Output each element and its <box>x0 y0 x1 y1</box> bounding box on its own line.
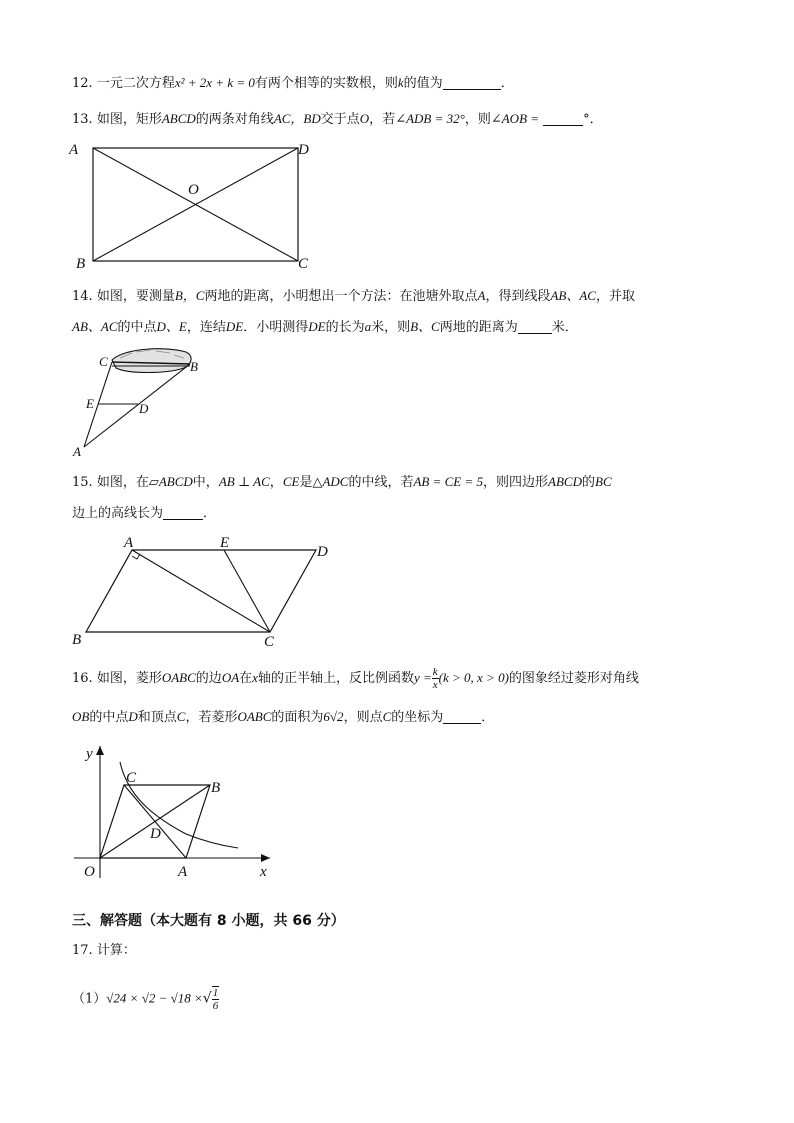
label-y: y <box>86 746 93 762</box>
answer-blank[interactable] <box>443 709 481 724</box>
q16-number: 16. <box>72 671 93 686</box>
label-c: C <box>264 634 275 650</box>
x-axis-arrow <box>261 854 270 862</box>
label-a: A <box>73 444 81 459</box>
q13-rectangle-figure <box>66 136 326 274</box>
label-d: D <box>139 401 149 416</box>
label-a: A <box>124 535 134 551</box>
q12-number: 12. <box>72 76 93 91</box>
answer-blank[interactable] <box>543 111 583 126</box>
question-16-line-2: OB的中点D和顶点C，若菱形OABC的面积为6√2，则点C的坐标为 ． <box>72 709 495 725</box>
label-e: E <box>220 535 230 551</box>
fraction-k-over-x: $\frac{k}{x}$ <box>432 666 438 691</box>
label-c: C <box>99 354 108 369</box>
q14-pond-figure <box>66 344 216 460</box>
label-d: D <box>317 544 328 560</box>
question-14-line-1: 14. 如图，要测量B，C两地的距离，小明想出一个方法：在池塘外取点A，得到线段AB、AC，并取 <box>72 288 635 304</box>
label-d: D <box>298 142 309 158</box>
label-b: B <box>76 256 86 272</box>
q16-rhombus-figure <box>66 738 286 884</box>
question-13: 13. 如图，矩形ABCD的两条对角线AC，BD交于点O，若∠ADB = 32°，则∠AOB = °． <box>72 111 603 127</box>
question-12: 12. 一元二次方程x² + 2x + k = 0有两个相等的实数根，则k的值为 ． <box>72 75 514 91</box>
answer-blank[interactable] <box>443 75 501 90</box>
q15-number: 15. <box>72 475 93 490</box>
q13-number: 13. <box>72 112 93 127</box>
pond-shape <box>112 349 191 373</box>
answer-blank[interactable] <box>163 505 203 520</box>
label-b: B <box>190 359 198 374</box>
segment-ac <box>132 550 270 632</box>
label-a: A <box>178 864 188 880</box>
question-17: 17. 计算： <box>72 943 136 958</box>
label-d: D <box>150 826 161 842</box>
q17-number: 17. <box>72 943 93 958</box>
right-angle-mark <box>132 554 140 559</box>
question-16-line-1: 16. 如图，菱形OABC的边OA在x轴的正半轴上，反比例函数y = $\frac{k}{x}$ (k > 0, x > 0)的图象经过菱形对角线 <box>72 666 639 691</box>
answer-blank[interactable] <box>518 319 552 334</box>
label-a: A <box>69 142 79 158</box>
segment-ab <box>84 364 190 447</box>
label-o: O <box>188 182 199 198</box>
diagonal-ac <box>124 785 186 858</box>
label-e: E <box>86 396 94 411</box>
label-o: O <box>84 864 95 880</box>
q15-parallelogram-figure <box>66 532 346 650</box>
section-3-heading: 三、解答题（本大题有 8 小题，共 66 分） <box>72 913 345 929</box>
label-c: C <box>126 770 137 786</box>
fraction-1-over-6: $\frac{1}{6}$ <box>212 987 219 1012</box>
label-b: B <box>211 780 221 796</box>
question-15-line-1: 15. 如图，在▱ABCD中，AB ⊥ AC，CE是△ADC的中线，若AB = CE = 5，则四边形ABCD的BC <box>72 474 612 490</box>
question-14-line-2: AB、AC的中点D、E，连结DE．小明测得DE的长为a米，则B、C两地的距离为 米． <box>72 319 578 335</box>
y-axis-arrow <box>96 746 104 755</box>
label-c: C <box>298 256 309 272</box>
q14-number: 14. <box>72 289 93 304</box>
label-b: B <box>72 632 82 648</box>
label-x: x <box>260 864 267 880</box>
segment-ce <box>224 550 270 632</box>
question-17-part-1: （1）√24 × √2 − √18 ×√ $\frac{1}{6}$ <box>72 987 219 1012</box>
q12-equation: x² + 2x + k = 0 <box>174 75 255 90</box>
question-15-line-2: 边上的高线长为 ． <box>72 506 217 521</box>
